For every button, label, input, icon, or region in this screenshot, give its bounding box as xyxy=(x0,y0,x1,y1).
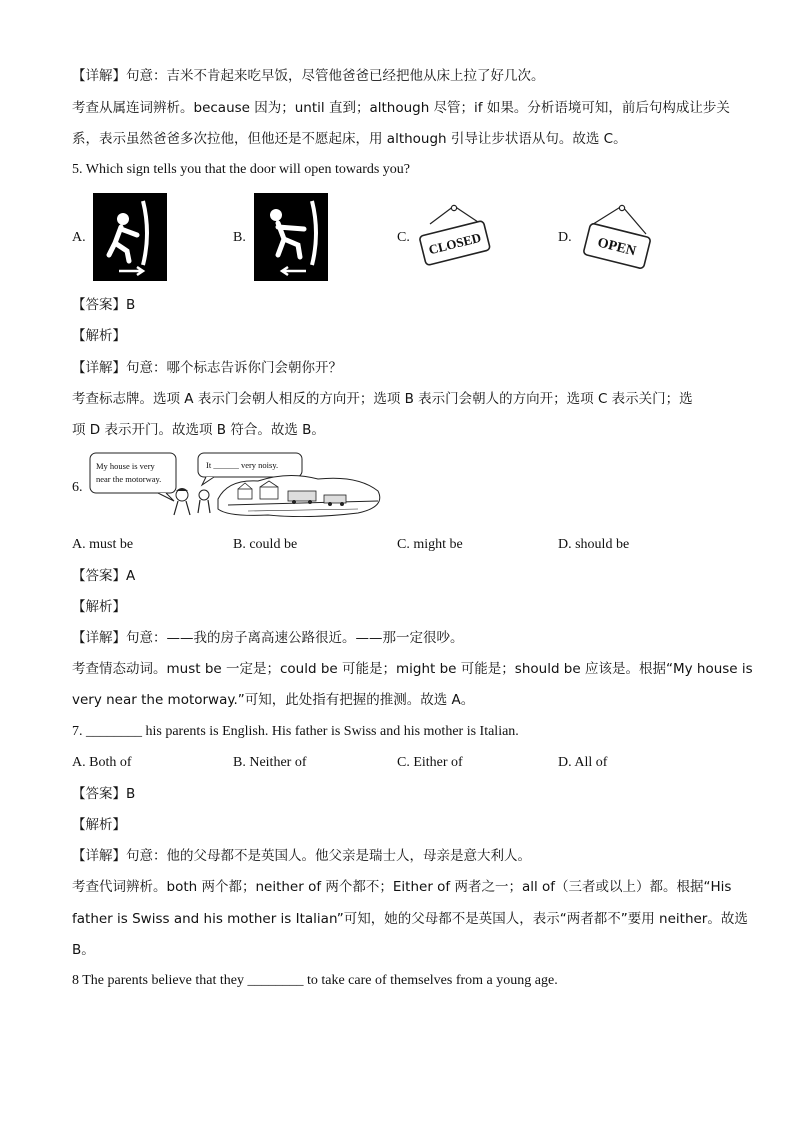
q6-option-d: D. should be xyxy=(558,537,630,552)
push-door-sign-icon xyxy=(93,193,167,281)
explanation-line: 【详解】句意：哪个标志告诉你门会朝你开？ xyxy=(72,360,342,376)
explanation-line: 【详解】句意：他的父母都不是英国人。他父亲是瑞士人，母亲是意大利人。 xyxy=(72,848,531,864)
motorway-house-cartoon xyxy=(88,451,388,517)
answer-label: 【答案】B xyxy=(72,786,136,802)
explanation-line: father is Swiss and his mother is Italian”可知，她的父母都不是英国人，表示“两者都不”要用 neither。故选 xyxy=(72,911,748,927)
question-5-text: 5. Which sign tells you that the door will open towards you? xyxy=(72,162,411,177)
question-6-number: 6. xyxy=(72,480,83,495)
q6-option-c: C. might be xyxy=(397,537,463,552)
explanation-line: 【详解】句意：——我的房子离高速公路很近。——那一定很吵。 xyxy=(72,630,464,646)
option-d-label: D. xyxy=(558,230,572,245)
explanation-line: 【详解】句意：吉米不肯起来吃早饭，尽管他爸爸已经把他从床上拉了好几次。 xyxy=(72,68,545,84)
option-c-label: C. xyxy=(397,230,410,245)
question-7-text: 7. ________ his parents is English. His father is Swiss and his mother is Italian. xyxy=(72,724,519,739)
speech-bubble-1-line-1: My house is very xyxy=(96,461,155,471)
q6-option-a: A. must be xyxy=(72,537,134,552)
explanation-line: 项 D 表示开门。故选项 B 符合。故选 B。 xyxy=(72,422,325,438)
closed-sign-icon xyxy=(416,204,494,270)
analysis-label: 【解析】 xyxy=(72,817,126,833)
option-a-label: A. xyxy=(72,230,86,245)
q7-option-b: B. Neither of xyxy=(233,755,307,770)
question-8-text: 8 The parents believe that they ________ to take care of themselves from a young age. xyxy=(72,973,558,988)
open-sign-text: OPEN xyxy=(595,235,638,260)
analysis-label: 【解析】 xyxy=(72,328,126,344)
q7-option-d: D. All of xyxy=(558,755,608,770)
explanation-line: 系，表示虽然爸爸多次拉他，但他还是不愿起床，用 although 引导让步状语从句。故选 C。 xyxy=(72,131,627,147)
explanation-line: 考查从属连词辨析。because 因为；until 直到；although 尽管；if 如果。分析语境可知，前后句构成让步关 xyxy=(72,100,730,116)
q7-option-c: C. Either of xyxy=(397,755,463,770)
open-sign-icon xyxy=(578,204,656,270)
q7-option-a: A. Both of xyxy=(72,755,132,770)
speech-bubble-1-line-2: near the motorway. xyxy=(96,474,162,484)
pull-door-sign-icon xyxy=(254,193,328,281)
explanation-line: very near the motorway.”可知，此处指有把握的推测。故选 A。 xyxy=(72,692,475,708)
explanation-line: 考查情态动词。must be 一定是；could be 可能是；might be 可能是；should be 应该是。根据“My house is xyxy=(72,661,753,677)
explanation-line: 考查标志牌。选项 A 表示门会朝人相反的方向开；选项 B 表示门会朝人的方向开；选项 C 表示关门；选 xyxy=(72,391,693,407)
option-b-label: B. xyxy=(233,230,246,245)
explanation-line: 考查代词辨析。both 两个都；neither of 两个都不；Either of 两者之一；all of（三者或以上）都。根据“His xyxy=(72,879,732,895)
closed-sign-text: CLOSED xyxy=(427,229,483,258)
analysis-label: 【解析】 xyxy=(72,599,126,615)
answer-label: 【答案】A xyxy=(72,568,136,584)
q6-option-b: B. could be xyxy=(233,537,298,552)
explanation-line: B。 xyxy=(72,942,95,958)
answer-label: 【答案】B xyxy=(72,297,136,313)
speech-bubble-2-text: It ______ very noisy. xyxy=(206,460,279,470)
